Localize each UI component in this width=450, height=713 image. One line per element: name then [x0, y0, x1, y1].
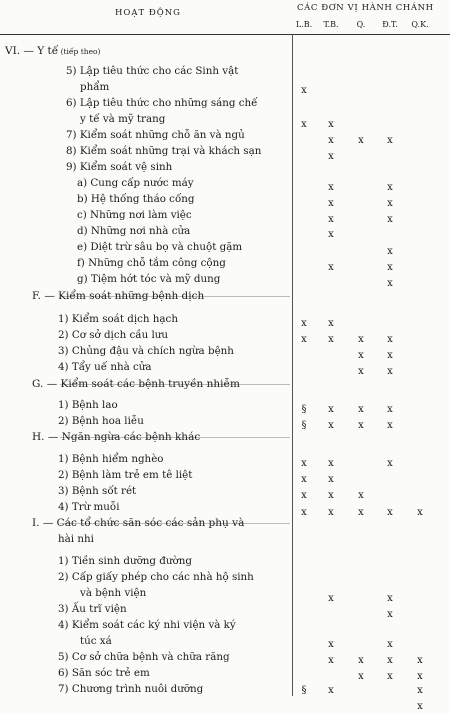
section-mark: § — [301, 420, 307, 431]
admin-units-header: CÁC ĐƠN VỊ HÀNH CHÁNH — [297, 3, 434, 13]
x-mark: x — [328, 262, 334, 273]
activity-item — [58, 399, 118, 412]
header-divider — [0, 34, 450, 35]
x-mark: x — [301, 458, 307, 469]
column-header-dt: Đ.T. — [382, 20, 398, 29]
activity-text: b) Hệ thống tháo cống — [77, 193, 195, 205]
activity-item — [80, 635, 112, 648]
activity-item — [66, 145, 261, 158]
x-mark: x — [387, 671, 393, 682]
activity-item — [58, 533, 94, 546]
x-mark: x — [387, 182, 393, 193]
x-mark: x — [328, 198, 334, 209]
activity-text: 2) Bệnh làm trẻ em tê liệt — [58, 469, 193, 481]
section-heading — [5, 45, 100, 58]
activity-text: 1) Tiền sinh dưỡng đường — [58, 555, 192, 567]
section-heading — [32, 517, 244, 530]
x-mark: x — [387, 609, 393, 620]
activity-column-header: HOẠT ĐỘNG — [115, 8, 181, 18]
activity-item — [58, 361, 152, 374]
activity-item — [58, 345, 234, 358]
x-mark: x — [328, 490, 334, 501]
x-mark: x — [328, 318, 334, 329]
x-mark: x — [387, 366, 393, 377]
x-mark: x — [328, 639, 334, 650]
x-mark: x — [328, 593, 334, 604]
activity-text: 4) Trừ muỗi — [58, 501, 120, 513]
activity-text: a) Cung cấp nước máy — [77, 177, 194, 189]
activity-item — [58, 603, 127, 616]
x-mark: x — [387, 198, 393, 209]
x-mark: x — [417, 701, 423, 712]
x-mark: x — [417, 655, 423, 666]
activity-text: 6) Săn sóc trẻ em — [58, 667, 150, 679]
x-mark: x — [328, 685, 334, 696]
activity-item — [58, 313, 178, 326]
activity-text: 3) Bệnh sốt rét — [58, 485, 137, 497]
x-mark: x — [301, 334, 307, 345]
activity-text: túc xá — [80, 635, 112, 647]
activity-item — [58, 667, 150, 680]
activity-text: và bệnh viện — [80, 587, 147, 599]
activity-item — [77, 241, 242, 254]
activity-item — [77, 193, 194, 206]
x-mark: x — [358, 655, 364, 666]
activity-text: 7) Kiểm soát những chỗ ăn và ngủ — [66, 129, 245, 141]
activity-item — [58, 415, 144, 428]
activity-text: 1) Bệnh hiểm nghèo — [58, 453, 164, 465]
activity-item — [77, 209, 192, 222]
x-mark: x — [358, 366, 364, 377]
activity-text: I. — Các tổ chức săn sóc các sản phụ và — [32, 517, 245, 529]
activity-item — [66, 65, 238, 78]
activity-text: 8) Kiểm soát những trại và khách sạn — [66, 145, 262, 157]
activity-item — [58, 453, 163, 466]
section-mark: § — [301, 685, 307, 696]
x-mark: x — [387, 350, 393, 361]
activity-item — [77, 257, 226, 270]
column-header-q: Q. — [356, 20, 366, 29]
activity-text: 9) Kiểm soát vệ sinh — [66, 161, 173, 173]
activity-item — [80, 587, 146, 600]
x-mark: x — [358, 334, 364, 345]
x-mark: x — [301, 490, 307, 501]
x-mark: x — [387, 135, 393, 146]
x-mark: x — [328, 655, 334, 666]
x-mark: x — [387, 246, 393, 257]
activity-text: f) Những chỗ tắm công cộng — [77, 257, 226, 269]
x-mark: x — [387, 420, 393, 431]
activity-text: 1) Kiểm soát dịch hạch — [58, 313, 178, 325]
x-mark: x — [417, 685, 423, 696]
x-mark: x — [301, 318, 307, 329]
activity-item — [77, 177, 194, 190]
x-mark: x — [328, 229, 334, 240]
activity-item — [66, 97, 257, 110]
x-mark: x — [387, 214, 393, 225]
activity-text: G. — Kiểm soát các bệnh truyền nhiễm — [32, 378, 240, 390]
x-mark: x — [358, 404, 364, 415]
activity-item — [77, 273, 220, 286]
activity-text: e) Diệt trừ sâu bọ và chuột gặm — [77, 241, 243, 253]
x-mark: x — [328, 334, 334, 345]
column-header-tb: T.B. — [323, 20, 339, 29]
activity-item — [58, 501, 120, 514]
x-mark: x — [358, 135, 364, 146]
activity-text: F. — Kiểm soát những bệnh dịch — [32, 290, 205, 302]
activity-text: 4) Kiểm soát các ký nhi viện và ký — [58, 619, 236, 631]
activity-text: 2) Bệnh hoa liễu — [58, 415, 144, 427]
x-mark: x — [358, 420, 364, 431]
x-mark: x — [387, 278, 393, 289]
x-mark: x — [328, 507, 334, 518]
x-mark: x — [301, 119, 307, 130]
section-mark: § — [301, 404, 307, 415]
activity-text: c) Những nơi làm việc — [77, 209, 192, 221]
activity-item — [58, 651, 230, 664]
x-mark: x — [387, 593, 393, 604]
x-mark: x — [358, 350, 364, 361]
x-mark: x — [301, 85, 307, 96]
activity-text: 3) Ấu trĩ viện — [58, 603, 127, 615]
activity-text: g) Tiệm hớt tóc và mỹ dung — [77, 273, 221, 285]
section-heading — [32, 431, 200, 444]
continued-note: (tiếp theo) — [58, 47, 101, 56]
activity-text: d) Những nơi nhà cửa — [77, 225, 191, 237]
x-mark: x — [301, 474, 307, 485]
activity-text: 2) Cấp giấy phép cho các nhà hộ sinh — [58, 571, 254, 583]
section-heading — [32, 290, 204, 303]
x-mark: x — [328, 182, 334, 193]
activity-text: H. — Ngăn ngừa các bệnh khác — [32, 431, 201, 443]
activity-text: 3) Chủng đậu và chích ngừa bệnh — [58, 345, 234, 357]
activity-item — [80, 81, 109, 94]
x-mark: x — [301, 507, 307, 518]
activity-item — [58, 619, 236, 632]
activity-item — [77, 225, 190, 238]
x-mark: x — [387, 655, 393, 666]
x-mark: x — [387, 639, 393, 650]
x-mark: x — [328, 135, 334, 146]
column-header-lb: L.B. — [295, 20, 313, 29]
x-mark: x — [328, 474, 334, 485]
activity-text: 6) Lập tiêu thức cho những sáng chế — [66, 97, 258, 109]
x-mark: x — [387, 334, 393, 345]
activity-text: phẩm — [80, 81, 110, 93]
activity-item — [58, 571, 254, 584]
activity-text: y tế và mỹ trang — [80, 113, 166, 125]
x-mark: x — [328, 214, 334, 225]
x-mark: x — [328, 404, 334, 415]
x-mark: x — [358, 507, 364, 518]
activity-item — [80, 113, 165, 126]
column-divider — [292, 34, 293, 696]
x-mark: x — [387, 458, 393, 469]
x-mark: x — [387, 404, 393, 415]
section-heading — [32, 378, 240, 391]
x-mark: x — [358, 671, 364, 682]
x-mark: x — [328, 151, 334, 162]
x-mark: x — [417, 507, 423, 518]
x-mark: x — [387, 507, 393, 518]
activity-text: hài nhi — [58, 533, 94, 545]
activity-text: 5) Lập tiêu thức cho các Sinh vật — [66, 65, 239, 77]
activity-text: VI. — Y tế — [5, 45, 59, 57]
x-mark: x — [417, 671, 423, 682]
activity-item — [58, 683, 203, 696]
x-mark: x — [358, 490, 364, 501]
activity-text: 1) Bệnh lao — [58, 399, 118, 411]
activity-text: 7) Chương trình nuôi dưỡng — [58, 683, 204, 695]
activity-item — [58, 329, 168, 342]
x-mark: x — [328, 119, 334, 130]
activity-item — [58, 469, 192, 482]
column-header-qk: Q.K. — [411, 20, 429, 29]
activity-text: 4) Tẩy uế nhà cửa — [58, 361, 152, 373]
activity-item — [58, 555, 192, 568]
activity-text: 5) Cơ sở chữa bệnh và chữa răng — [58, 651, 230, 663]
activity-item — [58, 485, 136, 498]
activity-item — [66, 161, 172, 174]
x-mark: x — [328, 420, 334, 431]
activity-text: 2) Cơ sở dịch cầu lưu — [58, 329, 169, 341]
x-mark: x — [328, 458, 334, 469]
x-mark: x — [387, 262, 393, 273]
activity-item — [66, 129, 245, 142]
